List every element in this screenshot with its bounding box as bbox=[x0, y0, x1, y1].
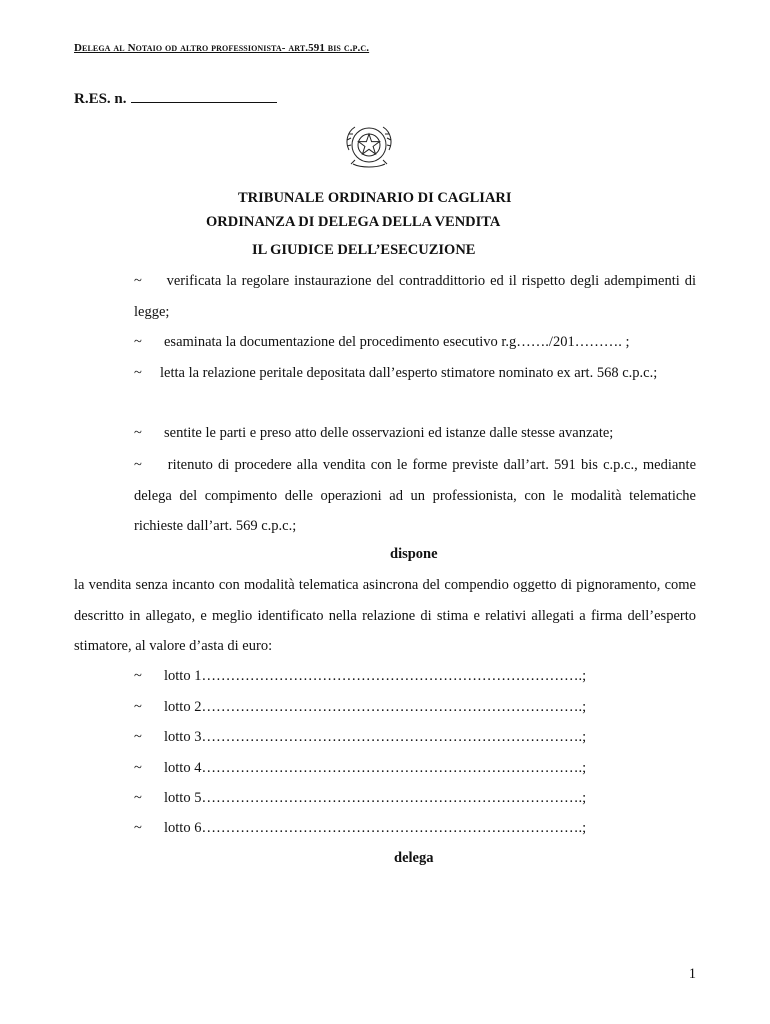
bullet-symbol: ~ bbox=[134, 273, 142, 289]
lot-text: lotto 4…………………………………………………………………….; bbox=[164, 760, 587, 776]
premise-text: verificata la regolare instaurazione del contraddittorio ed il rispetto degli adempimenti di legge; bbox=[134, 273, 696, 320]
bullet-symbol: ~ bbox=[134, 425, 142, 441]
bullet-symbol: ~ bbox=[134, 790, 142, 806]
ordinance-title: ORDINANZA DI DELEGA DELLA VENDITA bbox=[206, 214, 501, 230]
premise-3 bbox=[134, 358, 696, 389]
bullet-symbol: ~ bbox=[134, 729, 142, 745]
premise-1 bbox=[134, 266, 696, 327]
premise-text: esaminata la documentazione del procedimento esecutivo r.g……./201………. ; bbox=[164, 334, 630, 350]
italian-republic-emblem-icon bbox=[341, 120, 397, 172]
lot-text: lotto 1…………………………………………………………………….; bbox=[164, 668, 587, 684]
res-number-line bbox=[74, 90, 277, 108]
bullet-symbol: ~ bbox=[134, 820, 142, 836]
delega-heading: delega bbox=[394, 850, 434, 866]
page-number: 1 bbox=[688, 966, 696, 982]
lot-text: lotto 6…………………………………………………………………….; bbox=[164, 820, 587, 836]
dispone-heading: dispone bbox=[390, 546, 438, 562]
bullet-symbol: ~ bbox=[134, 699, 142, 715]
bullet-symbol: ~ bbox=[134, 760, 142, 776]
judge-title: IL GIUDICE DELL’ESECUZIONE bbox=[252, 242, 476, 258]
lot-text: lotto 5…………………………………………………………………….; bbox=[164, 790, 587, 806]
premise-text: letta la relazione peritale depositata dall’esperto stimatore nominato ex art. 568 c.p.c.; bbox=[159, 365, 658, 381]
bullet-symbol: ~ bbox=[134, 457, 142, 473]
body-paragraph: la vendita senza incanto con modalità telematica asincrona del compendio oggetto di pignoramento, come descritto in allegato, e meglio identificato nella relazione di stima e relativi allegati a firma dell’esperto stimatore, al valore d’asta di euro: bbox=[74, 577, 696, 654]
lot-text: lotto 2…………………………………………………………………….; bbox=[164, 699, 587, 715]
res-label: R.ES. n. bbox=[74, 91, 127, 107]
court-title: TRIBUNALE ORDINARIO DI CAGLIARI bbox=[238, 190, 512, 206]
bullet-symbol: ~ bbox=[134, 334, 142, 350]
res-number-blank bbox=[131, 90, 277, 103]
premise-text: ritenuto di procedere alla vendita con le forme previste dall’art. 591 bis c.p.c., mediante delega del compimento delle operazioni ad un professionista, con le modalità telematiche richieste dall’art. 569 c.p.c.; bbox=[134, 457, 697, 534]
bullet-symbol: ~ bbox=[134, 365, 142, 381]
document-header: Delega al Notaio od altro professionista- art.591 bis c.p.c. bbox=[74, 42, 370, 54]
bullet-symbol: ~ bbox=[134, 668, 142, 684]
premise-5 bbox=[134, 450, 696, 542]
premise-text: sentite le parti e preso atto delle osservazioni ed istanze dalle stesse avanzate; bbox=[164, 425, 614, 441]
lot-text: lotto 3…………………………………………………………………….; bbox=[164, 729, 587, 745]
